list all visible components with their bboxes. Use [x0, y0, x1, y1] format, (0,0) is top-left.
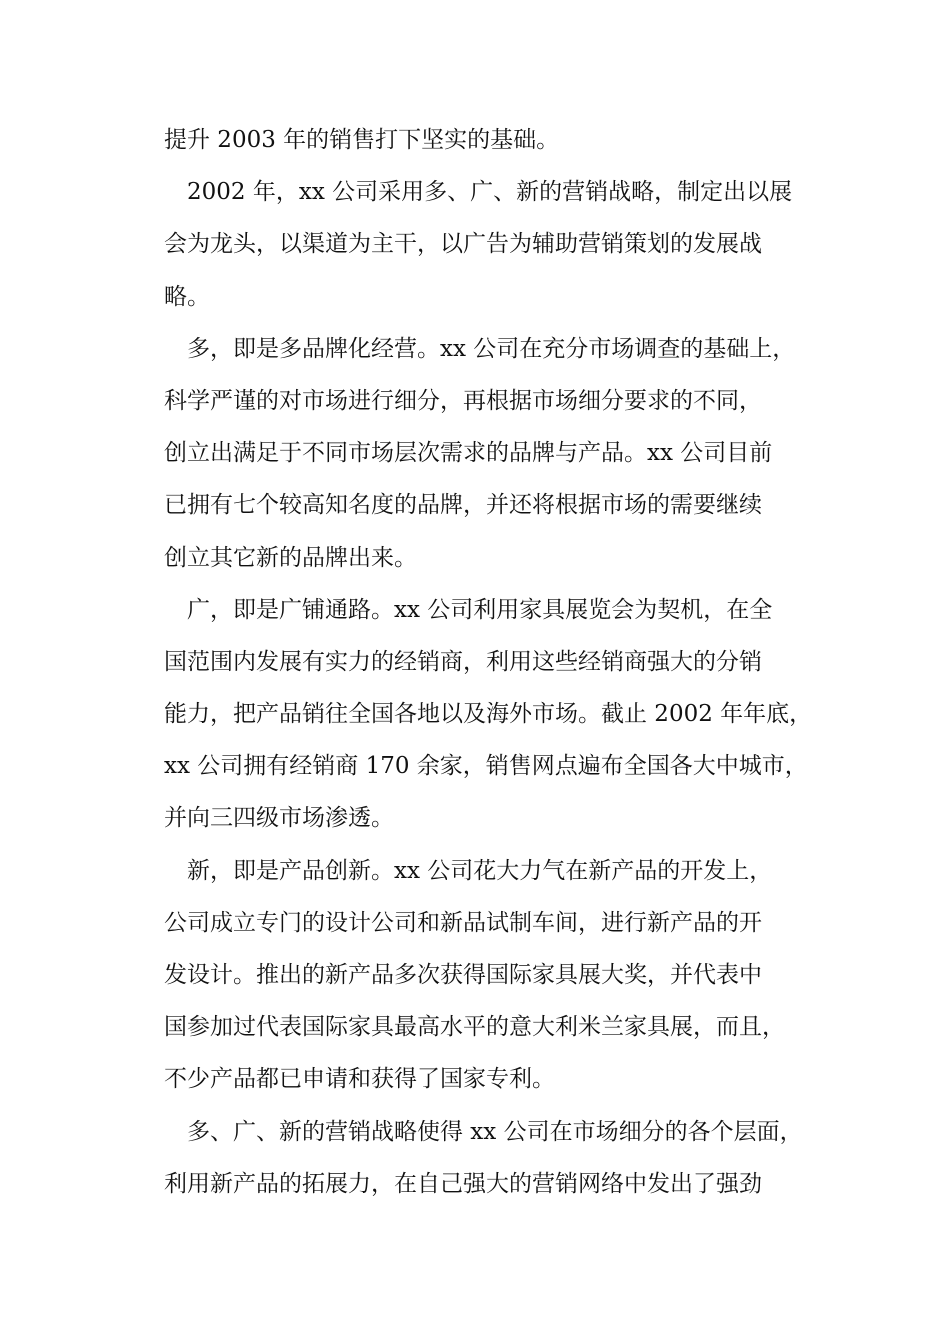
text-line: xx 公司拥有经销商 170 余家，销售网点遍布全国各大中城市，	[164, 753, 808, 780]
text-line: 能力，把产品销往全国各地以及海外市场。截止 2002 年年底，	[164, 701, 813, 728]
text-line: 略。	[164, 283, 210, 310]
text-line: 发设计。推出的新产品多次获得国际家具展大奖，并代表中	[164, 962, 762, 988]
text-line: 利用新产品的拓展力，在自己强大的营销网络中发出了强劲	[164, 1170, 762, 1197]
text-line: 会为龙头，以渠道为主干，以广告为辅助营销策划的发展战	[164, 231, 762, 258]
body-text	[164, 118, 814, 1214]
paragraph-start-line: 多、广、新的营销战略使得 xx 公司在市场细分的各个层面，	[187, 1118, 803, 1145]
text-line: 创立其它新的品牌出来。	[164, 544, 417, 571]
text-line: 已拥有七个较高知名度的品牌，并还将根据市场的需要继续	[164, 492, 762, 519]
paragraph-start-line: 广，即是广铺通路。xx 公司利用家具展览会为契机，在全	[187, 596, 773, 623]
text-line: 国参加过代表国际家具最高水平的意大利米兰家具展，而且，	[164, 1014, 785, 1041]
paragraph-start-line: 2002 年，xx 公司采用多、广、新的营销战略，制定出以展	[187, 179, 793, 206]
text-line: 科学严谨的对市场进行细分，再根据市场细分要求的不同，	[164, 387, 762, 414]
text-line: 国范围内发展有实力的经销商，利用这些经销商强大的分销	[164, 648, 762, 675]
text-line: 提升 2003 年的销售打下坚实的基础。	[164, 127, 560, 153]
text-line: 并向三四级市场渗透。	[164, 805, 394, 832]
text-line: 创立出满足于不同市场层次需求的品牌与产品。xx 公司目前	[164, 440, 773, 467]
text-line: 公司成立专门的设计公司和新品试制车间，进行新产品的开	[164, 909, 762, 936]
text-line: 不少产品都已申请和获得了国家专利。	[164, 1066, 555, 1093]
paragraph-start-line: 新，即是产品创新。xx 公司花大力气在新产品的开发上，	[187, 857, 773, 884]
paragraph-start-line: 多，即是多品牌化经营。xx 公司在充分市场调查的基础上，	[187, 335, 796, 362]
